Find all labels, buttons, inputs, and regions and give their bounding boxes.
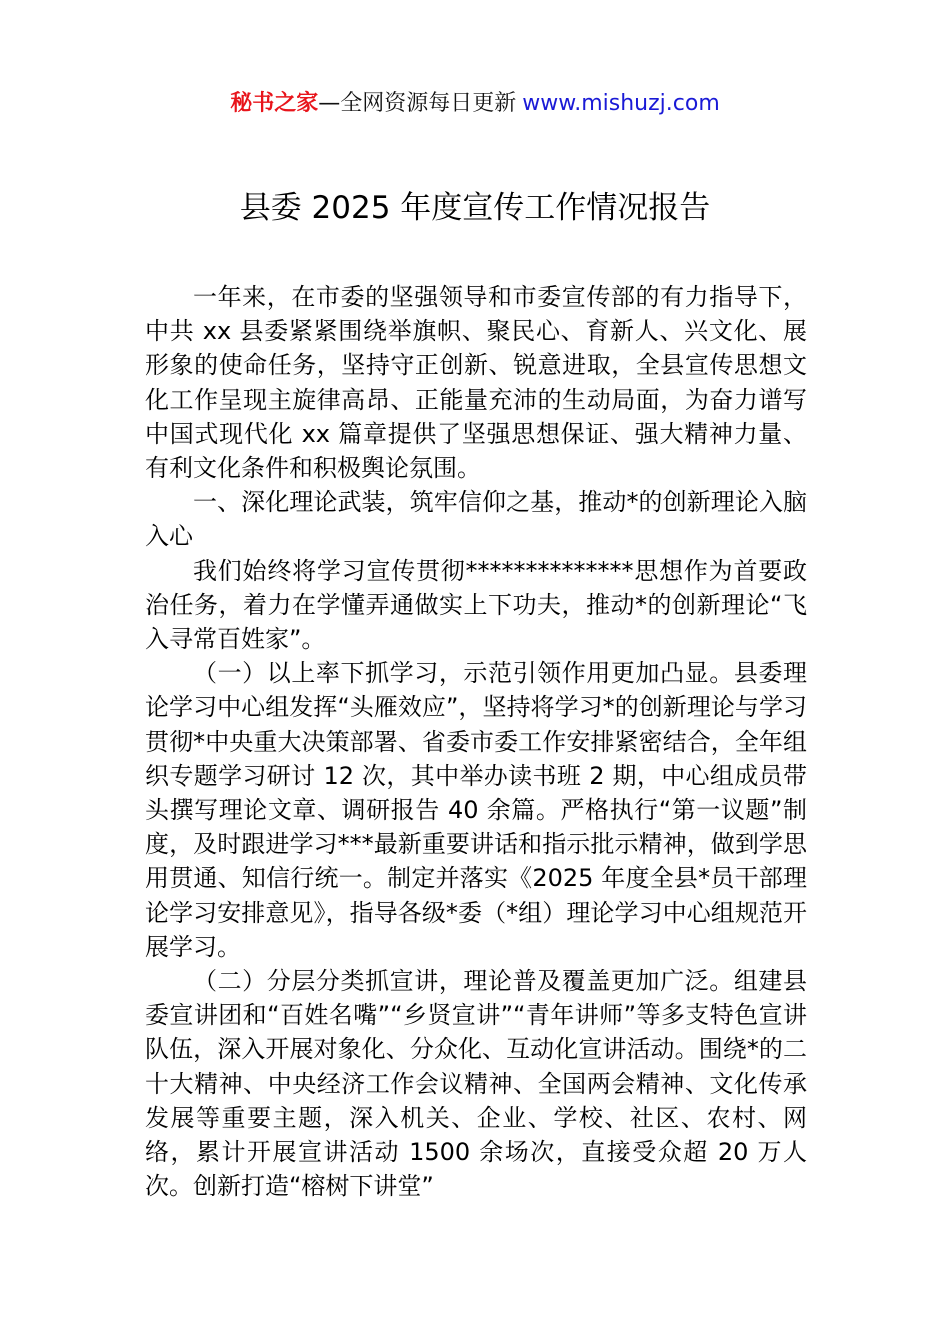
paragraph-subsection-2: （二）分层分类抓宣讲，理论普及覆盖更加广泛。组建县委宣讲团和“百姓名嘴”“乡贤宣讲”“青年讲师”等多支特色宣讲队伍，深入开展对象化、分众化、互动化宣讲活动。围绕*的二十大精神、中央经济工作会议精神、全国两会精神、文化传承发展等重要主题，深入机关、企业、学校、社区、农村、网络，累计开展宣讲活动 1500 余场次，直接受众超 20 万人次。创新打造“榕树下讲堂” xyxy=(145,967,807,1201)
document-body xyxy=(145,280,807,1203)
paragraph-intro: 一年来，在市委的坚强领导和市委宣传部的有力指导下，中共 xx 县委紧紧围绕举旗帜、聚民心、育新人、兴文化、展形象的使命任务，坚持守正创新、锐意进取，全县宣传思想文化工作呈现主旋律高昂、正能量充沛的生动局面，为奋力谱写中国式现代化 xx 篇章提供了坚强思想保证、强大精神力量、有利文化条件和积极舆论氛围。 xyxy=(145,283,807,483)
document-title: 县委 2025 年度宣传工作情况报告 xyxy=(239,190,711,226)
site-header xyxy=(0,88,950,120)
paragraph-subsection-1: （一）以上率下抓学习，示范引领作用更加凸显。县委理论学习中心组发挥“头雁效应”，坚持将学习*的创新理论与学习贯彻*中央重大决策部署、省委市委工作安排紧密结合，全年组织专题学习研讨 12 次，其中举办读书班 2 期，中心组成员带头撰写理论文章、调研报告 40 余篇。严格执行“第一议题”制度，及时跟进学习***最新重要讲话和指示批示精神，做到学思用贯通、知信行统一。制定并落实《2025 年度全县*员干部理论学习安排意见》，指导各级*委（*组）理论学习中心组规范开展学习。 xyxy=(145,659,807,961)
section-heading-1: 一、深化理论武装，筑牢信仰之基，推动*的创新理论入脑入心 xyxy=(145,488,807,551)
site-url-link[interactable]: www.mishuzj.com xyxy=(522,91,720,116)
paragraph-section-1-intro: 我们始终将学习宣传贯彻**************思想作为首要政治任务，着力在学懂弄通做实上下功夫，推动*的创新理论“飞入寻常百姓家”。 xyxy=(145,556,807,654)
site-tagline: —全网资源每日更新 xyxy=(318,91,517,116)
site-brand: 秘书之家 xyxy=(230,91,319,116)
